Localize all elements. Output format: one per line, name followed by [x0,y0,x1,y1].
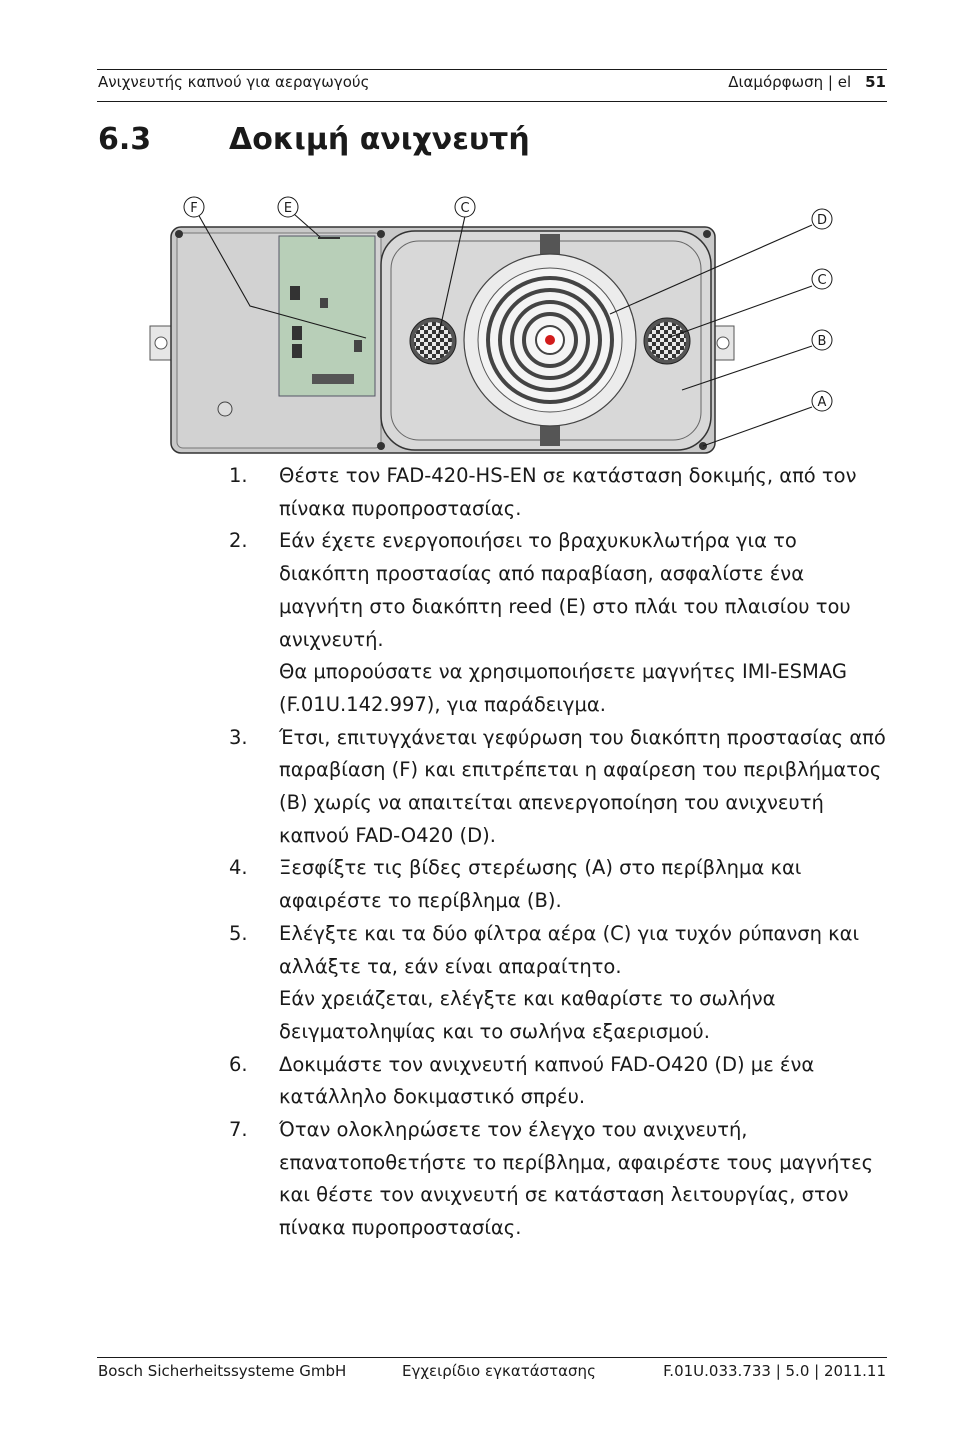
step-number: 1. [229,464,248,487]
callout-e [278,197,298,217]
step-3 [229,722,889,853]
callout-a [812,391,832,411]
step-6 [229,1049,889,1114]
section-number: 6.3 [98,122,152,157]
callout-b [812,330,832,350]
step-5 [229,918,889,1049]
header-section-label: Διαμόρφωση | el [728,73,852,91]
step-1 [229,460,889,525]
step-4 [229,852,889,917]
step-7 [229,1114,889,1245]
step-number: 7. [229,1118,248,1142]
step-note: Εάν χρειάζεται, ελέγξτε και καθαρίστε το σωλήνα δειγματοληψίας και το σωλήνα εξαερισμού. [279,987,776,1043]
callout-c-top-text: C [460,201,470,216]
callout-f-text: F [190,201,198,216]
callout-c-right-text: C [817,273,827,288]
step-text: Εάν έχετε ενεργοποιήσει το βραχυκυκλωτήρα για το διακόπτη προστασίας από παραβίαση, ασφαλίστε ένα μαγνήτη στο διακόπτη reed (E) στο πλάι του πλαισίου του ανιχνευτή. [279,529,851,651]
step-number: 6. [229,1052,248,1076]
footer-document-id: F.01U.033.733 | 5.0 | 2011.11 [663,1362,886,1380]
callout-d [812,209,832,229]
callout-c-top [455,197,475,217]
duct-bottom [540,424,560,446]
footer-company: Bosch Sicherheitssysteme GmbH [98,1362,347,1380]
step-text: Όταν ολοκληρώσετε τον έλεγχο του ανιχνευτή, επανατοποθετήστε το περίβλημα, αφαιρέστε τους μαγνήτες και θέστε τον ανιχνευτή σε κατάσταση λειτουργίας, στον πίνακα πυροπροστασίας. [279,1118,874,1240]
air-filter-left [410,318,456,364]
callout-a-text: A [817,395,827,410]
running-header-section [728,72,886,92]
smoke-detector-head [464,254,636,426]
step-text: Δοκιμάστε τον ανιχνευτή καπνού FAD-O420 (D) με ένα κατάλληλο δοκιμαστικό σπρέυ. [279,1052,815,1109]
air-filter-right [644,318,690,364]
step-2 [229,525,889,721]
footer-document-type: Εγχειρίδιο εγκατάστασης [402,1362,596,1380]
header-bottom-rule [97,101,887,102]
step-number: 4. [229,856,248,880]
step-text: Ελέγξτε και τα δύο φίλτρα αέρα (C) για τυχόν ρύπανση και αλλάξτε τα, εάν είναι απαραίτητο. [279,921,860,978]
step-number: 3. [229,725,248,749]
page-number: 51 [865,73,886,91]
callout-f [184,197,204,217]
callout-d-text: D [816,213,828,228]
step-text: Θέστε τον FAD-420-HS-EN σε κατάσταση δοκιμής, από τον πίνακα πυροπροστασίας. [279,464,857,520]
callout-e-text: E [283,201,293,216]
step-note: Θα μπορούσατε να χρησιμοποιήσετε μαγνήτες IMI-ESMAG (F.01U.142.997), για παράδειγμα. [279,660,847,716]
procedure-steps [229,460,889,1245]
running-header-title: Ανιχνευτής καπνού για αεραγωγούς [98,73,370,91]
section-title: Δοκιμή ανιχνευτή [229,122,530,157]
step-text: Ξεσφίξτε τις βίδες στερέωσης (A) στο περίβλημα και αφαιρέστε το περίβλημα (B). [279,856,802,913]
header-top-rule [97,69,887,70]
cable-gland [218,402,232,416]
callout-b-text: B [817,334,827,349]
callout-c-right [812,269,832,289]
footer-rule [97,1357,887,1358]
step-number: 5. [229,921,248,945]
step-number: 2. [229,529,248,553]
detector-figure [140,190,860,460]
step-text: Έτσι, επιτυγχάνεται γεφύρωση του διακόπτη προστασίας από παραβίαση (F) και επιτρέπεται η αφαίρεση του περιβλήματος (B) χωρίς να απαιτείται απενεργοποίηση του ανιχνευτή καπνού FAD-O420 (D). [279,725,886,847]
detector-diagram [140,190,860,460]
